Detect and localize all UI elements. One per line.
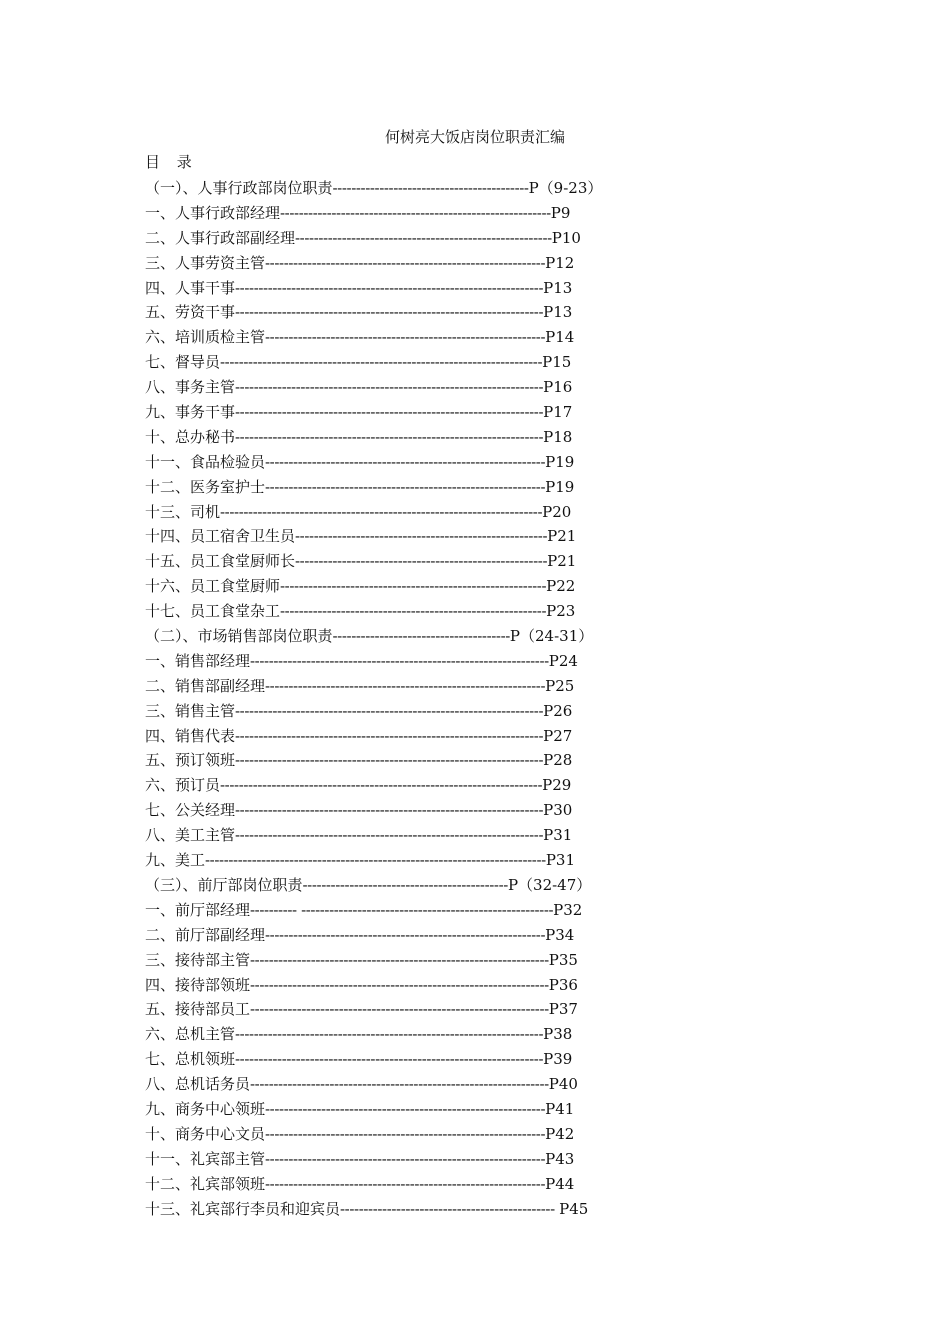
toc-entry-page: P27 [543,726,573,745]
toc-entry-title: 二、前厅部副经理 [145,925,266,944]
toc-entry-title: 十二、医务室护士 [145,477,266,496]
toc-entry [145,549,665,574]
toc-entry-leader: --------------------------------------------------------- [280,602,547,621]
toc-entry-title: 五、接待部员工 [145,1000,251,1019]
toc-entry-title: 十六、员工食堂厨师 [145,577,281,596]
toc-entry-page: P16 [543,378,573,397]
toc-entry-title: 三、接待部主管 [145,950,251,969]
toc-entry [145,1047,665,1072]
toc-entry-page: P40 [548,1075,578,1094]
toc-entry-title: 七、公关经理 [145,801,236,820]
toc-entry-page: P43 [545,1149,575,1168]
toc-entry [145,773,665,798]
toc-entry-title: 十三、礼宾部行李员和迎宾员 [145,1199,341,1218]
document-title: 何树亮大饭店岗位职责汇编 [384,128,565,146]
toc-entry-leader: ------------------------------------------------------------------------- [205,851,546,870]
toc-entry-leader: ---------------------------------------------- [340,1199,560,1218]
toc-entry-leader: ------------------------------------------------------------ [265,452,546,471]
toc-entry-title: 四、人事干事 [145,278,236,297]
toc-entry-page: P（24-31） [509,627,594,646]
toc-entry-page: P38 [543,1025,573,1044]
toc-entry-page: P36 [548,975,578,994]
toc-entry-title: 一、人事行政部经理 [145,203,281,222]
toc-entry-title: 七、总机领班 [145,1050,236,1069]
toc-entry-leader: ---------------------------------------------------------------- [250,651,549,670]
toc-entry [145,973,665,998]
toc-entry [145,375,665,400]
toc-entry-page: P24 [548,651,578,670]
toc-entry-page: P31 [545,851,575,870]
toc-entry-page: P28 [543,751,573,770]
toc-entry [145,1147,665,1172]
toc-entry-leader: ------------------------------------------------------------------ [235,278,544,297]
toc-entry-title: 八、事务主管 [145,378,236,397]
toc-entry-title: 二、销售部副经理 [145,676,266,695]
toc-entry-page: P26 [543,701,573,720]
toc-entry-leader: ------------------------------------------------------ [295,552,548,571]
toc-entry [145,524,665,549]
toc-entry-leader: ---------------------------------------------------------------- [250,975,549,994]
toc-entry-title: 十、商务中心文员 [145,1124,266,1143]
toc-entry-page: P12 [545,253,575,272]
toc-entry [145,674,665,699]
toc-entry-title: 三、人事劳资主管 [145,253,266,272]
toc-entry-leader: --------------------------------------------------------- [280,577,547,596]
toc-entry-leader: ------------------------------------------------------------------ [235,751,544,770]
toc-entry [145,350,665,375]
toc-entry [145,251,665,276]
toc-entry-title: 四、销售代表 [145,726,236,745]
toc-entry-leader: -------------------------------------------- [302,875,508,894]
toc-entry-page: P34 [545,925,575,944]
toc-entry-title: 九、美工 [145,851,206,870]
toc-entry-page: P35 [548,950,578,969]
toc-entry-title: 五、劳资干事 [145,303,236,322]
toc-entry [145,1072,665,1097]
toc-entry [145,699,665,724]
toc-entry-title: 一、前厅部经理 [145,900,251,919]
toc-entry-leader: ------------------------------------------------------------ [265,1124,546,1143]
toc-entry-title: 八、总机话务员 [145,1075,251,1094]
toc-entry-leader: ------------------------------------------ [332,179,529,197]
toc-entry-page: P20 [542,502,572,521]
toc-entry-leader: ------------------------------------------------------------------ [235,378,544,397]
toc-entry-page: P41 [545,1099,575,1118]
toc-entry [145,748,665,773]
toc-entry-leader: ------------------------------------------------------------------ [235,826,544,845]
toc-entry [145,226,665,251]
toc-entry-page: P（9-23） [528,179,603,197]
toc-entry-leader: ------------------------------------------------------------ [265,676,546,695]
toc-entry [145,1172,665,1197]
toc-entry-page: P14 [545,328,575,347]
toc-entry-page: P30 [543,801,573,820]
toc-entry-title: 五、预订领班 [145,751,236,770]
toc-entry-page: P32 [553,900,583,919]
toc-entry-title: 七、督导员 [145,353,221,372]
toc-entry-page: P15 [542,353,572,372]
toc-entry-leader: ------------------------------------------------------------------ [235,726,544,745]
toc-entry-leader: ------------------------------------------------------------ [265,925,546,944]
toc-entry-page: P17 [543,403,573,422]
toc-entry-page: P45 [559,1199,589,1218]
toc-entry-page: P19 [545,452,575,471]
toc-entry-leader: ------------------------------------------------------------ [265,1099,546,1118]
toc-entry [145,1022,665,1047]
toc-entry-title: （二）、市场销售部岗位职责 [145,627,333,646]
toc-entry-leader: ------------------------------------------------------------------ [235,303,544,322]
toc-entry-page: P39 [543,1050,573,1069]
toc-entry-leader: ------------------------------------------------------------ [265,1174,546,1193]
toc-entry-page: P29 [542,776,572,795]
toc-entry-leader: ------------------------------------------------------------ [265,328,546,347]
toc-entry-leader: ---------------------------------------------------------- [280,203,551,222]
toc-entry-leader: ---------------------------------------------------------------- [250,1075,549,1094]
toc-entry-leader: ---------------------------------------------------------------- [250,950,549,969]
toc-entry-title: 十七、员工食堂杂工 [145,602,281,621]
toc-entry [145,1197,665,1222]
toc-entry [145,500,665,525]
toc-entry-title: 十五、员工食堂厨师长 [145,552,296,571]
toc-entry-title: 十四、员工宿舍卫生员 [145,527,296,546]
toc-entry [145,450,665,475]
toc-entry [145,400,665,425]
toc-entry-title: 九、商务中心领班 [145,1099,266,1118]
toc-entry [145,300,665,325]
toc-entry-page: P21 [547,527,577,546]
toc-entry [145,848,665,873]
toc-entry-title: 三、销售主管 [145,701,236,720]
toc-entry-title: 十二、礼宾部领班 [145,1174,266,1193]
toc-entry-title: 十三、司机 [145,502,221,521]
toc-entry-title: 六、预订员 [145,776,221,795]
toc-entry-leader: ------------------------------------------------------------------ [235,403,544,422]
toc-entry-page: P（32-47） [507,875,592,894]
toc-entry-title: （三）、前厅部岗位职责 [145,875,303,894]
toc-entry-page: P44 [545,1174,575,1193]
toc-entry-title: 四、接待部领班 [145,975,251,994]
toc-entry-leader: --------------------------------------------------------------------- [220,502,543,521]
toc-entry-title: 十、总办秘书 [145,427,236,446]
toc-entry [145,201,665,226]
toc-entry-page: P42 [545,1124,575,1143]
toc-entry-leader: ------------------------------------------------------ [295,527,548,546]
toc-entry [145,923,665,948]
toc-entry-leader: -------------------------------------- [332,627,510,646]
toc-entry-title: 九、事务干事 [145,403,236,422]
toc-entry [145,898,665,923]
toc-heading: 目 录 [145,153,198,171]
toc-entry [145,823,665,848]
toc-entry-title: 二、人事行政部副经理 [145,228,296,247]
toc-entry [145,475,665,500]
toc-entry-page: P25 [545,676,575,695]
toc-entry-title: 六、培训质检主管 [145,328,266,347]
toc-entry-leader: ------------------------------------------------------- [295,228,552,247]
toc-entry-leader: --------------------------------------------------------------------- [220,776,543,795]
toc-entry [145,948,665,973]
toc-entry-page: P19 [545,477,575,496]
toc-entry-page: P10 [551,228,581,247]
toc-entry-leader: ------------------------------------------------------------ [265,1149,546,1168]
toc-entry [145,1097,665,1122]
toc-entry [145,1122,665,1147]
toc-entry-page: P31 [543,826,573,845]
toc-entry-leader: ---------- ------------------------------------------------------ [250,900,554,919]
toc-entry [145,624,665,649]
toc-entry [145,873,665,898]
toc-entry-leader: ------------------------------------------------------------------ [235,1025,544,1044]
toc-entry-page: P37 [548,1000,578,1019]
toc-entry [145,599,665,624]
toc-entry-leader: ------------------------------------------------------------------ [235,1050,544,1069]
toc-entry [145,276,665,301]
toc-entry-title: 十一、礼宾部主管 [145,1149,266,1168]
toc-entry-leader: ------------------------------------------------------------ [265,477,546,496]
toc-entry-page: P22 [546,577,576,596]
toc-entry [145,649,665,674]
toc-entry [145,997,665,1022]
toc-entry-leader: ------------------------------------------------------------ [265,253,546,272]
toc-entry-page: P13 [543,278,573,297]
toc-entry-title: 八、美工主管 [145,826,236,845]
toc-entry-page: P9 [550,203,571,222]
toc-entry-title: 一、销售部经理 [145,651,251,670]
toc-entry [145,574,665,599]
toc-entry-leader: ------------------------------------------------------------------ [235,701,544,720]
toc-entry [145,176,665,201]
toc-entry-leader: ------------------------------------------------------------------ [235,427,544,446]
toc-entry [145,425,665,450]
toc-entry-title: 十一、食品检验员 [145,452,266,471]
toc-entry-title: 六、总机主管 [145,1025,236,1044]
toc-entry-leader: --------------------------------------------------------------------- [220,353,543,372]
toc-entry [145,798,665,823]
toc-entry-page: P21 [547,552,577,571]
toc-entry-title: （一）、人事行政部岗位职责 [145,179,333,197]
table-of-contents [145,176,665,1221]
toc-entry-page: P23 [546,602,576,621]
toc-entry-page: P18 [543,427,573,446]
toc-entry [145,325,665,350]
toc-entry-leader: ------------------------------------------------------------------ [235,801,544,820]
toc-entry-page: P13 [543,303,573,322]
toc-entry [145,724,665,749]
toc-entry-leader: ---------------------------------------------------------------- [250,1000,549,1019]
